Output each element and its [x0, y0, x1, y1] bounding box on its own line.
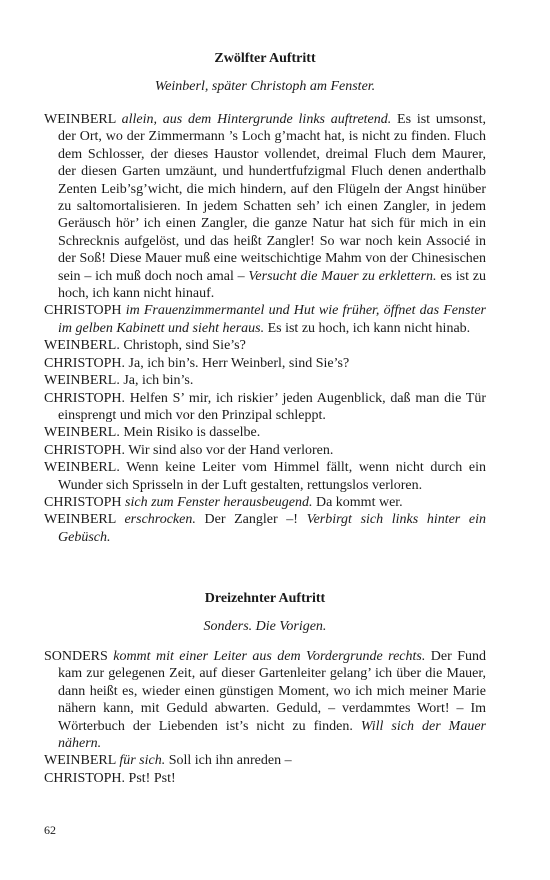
- speech-line: [44, 302, 486, 337]
- scene-13-dialogue: [44, 648, 486, 787]
- speaker-name: CHRISTOPH.: [44, 770, 126, 786]
- dialogue-text: Der Zangler –!: [195, 512, 307, 528]
- speaker-name: CHRISTOPH.: [44, 390, 126, 406]
- dialogue-text: es ist zu hoch, ich kann nicht hinauf.: [58, 268, 487, 302]
- speaker-name: WEINBERL: [44, 753, 116, 769]
- speaker-name: CHRISTOPH.: [44, 355, 126, 371]
- dialogue-text: Soll ich ihn anreden –: [165, 753, 292, 769]
- speaker-name: CHRISTOPH.: [44, 442, 126, 458]
- dialogue-text: Ja, ich bin’s. Herr Weinberl, sind Sie’s?: [125, 355, 350, 371]
- speech-line: [44, 111, 486, 302]
- speaker-name: WEINBERL: [44, 112, 116, 127]
- dialogue-text: Da kommt wer.: [312, 494, 403, 510]
- speaker-name: SONDERS: [44, 649, 108, 664]
- speech-line: [44, 752, 486, 769]
- speaker-name: CHRISTOPH: [44, 303, 122, 319]
- speech-line: [44, 355, 486, 372]
- scene-12-stage-direction: Weinberl, später Christoph am Fenster.: [154, 79, 376, 94]
- dialogue-text: Christoph, sind Sie’s?: [119, 338, 246, 354]
- speaker-name: WEINBERL.: [44, 460, 120, 476]
- speech-line: [44, 459, 486, 494]
- dialogue-text: Pst! Pst!: [125, 770, 176, 786]
- speaker-name: WEINBERL: [44, 512, 116, 528]
- dialogue-text: Es ist umsonst, der Ort, wo der Zimmermann ’s Loch g’macht hat, is nicht zu finden. Fluch dem Schlosser, der dieses Haustor vollendet, dreimal Fluch dem Maurer, der diesen Garten umzäunt, und hundertfufzigmal Fluch denen anderthalb Zenten Leib’sg’wicht, die mich hindern, auf den Flügeln der Angst hinüber zu saltomortalisieren. In jedem Schatten seh’ ich einen Zangler, in jedem Geräusch hör’ ich einen Zangler, die ganze Natur hat sich für mich in ein Schrecknis aufgelöst, und das heißt Zangler! So war noch kein Associé in der Soß! Diese Mauer muß eine weitschichtige Mahm von der Chinesischen sein – ich muß doch noch amal –: [58, 112, 487, 284]
- speech-line: [44, 390, 486, 425]
- speaker-name: WEINBERL.: [44, 338, 120, 354]
- dialogue-text: Es ist zu hoch, ich kann nicht hinab.: [264, 320, 471, 336]
- stage-direction: Will sich der Mauer nähern.: [58, 718, 486, 752]
- page-number: 62: [44, 823, 56, 837]
- stage-direction: im Frauenzimmermantel und Hut wie früher, öffnet das Fenster im gelben Kabinett und sieht heraus.: [58, 303, 487, 336]
- scene-13-heading: Dreizehnter Auftritt: [204, 591, 326, 606]
- stage-direction: sich zum Fenster herausbeugend.: [125, 494, 313, 510]
- speaker-name: WEINBERL.: [44, 425, 120, 441]
- speech-line: [44, 648, 486, 752]
- speech-line: [44, 337, 486, 354]
- dialogue-text: Mein Risiko is dasselbe.: [119, 425, 261, 441]
- speaker-name: CHRISTOPH: [44, 494, 122, 510]
- speech-line: [44, 424, 486, 441]
- dialogue-text: Ja, ich bin’s.: [119, 373, 194, 389]
- dialogue-text: Der Fund kam zur gelegenen Zeit, auf dieser Gartenleiter gelang’ ich über die Mauer, dann heißt es, wieder einen günstigen Moment, wo ich mich meiner Marie nähern kann, mit Geduld abwarten. Geduld, – verdammtes Wort! – Im Wörterbuch der Liebenden ist’s nicht zu finden.: [58, 649, 487, 734]
- stage-direction: Versucht die Mauer zu erklettern.: [248, 268, 437, 284]
- stage-direction: für sich.: [119, 753, 166, 769]
- stage-direction: kommt mit einer Leiter aus dem Vordergrunde rechts.: [113, 649, 426, 664]
- speech-line: [44, 442, 486, 459]
- scene-12-heading: Zwölfter Auftritt: [214, 51, 316, 66]
- speech-line: [44, 511, 486, 546]
- dialogue-text: Wir sind also vor der Hand verloren.: [125, 442, 334, 458]
- dialogue-text: Helfen S’ mir, ich riskier’ jeden Augenblick, daß man die Tür einsprengt und mich vor den Prinzipal schleppt.: [58, 390, 486, 423]
- speaker-name: WEINBERL.: [44, 373, 120, 389]
- stage-direction: Verbirgt sich links hinter ein Gebüsch.: [58, 512, 486, 545]
- stage-direction: erschrocken.: [124, 512, 196, 528]
- stage-direction: allein, aus dem Hintergrunde links auftretend.: [121, 112, 392, 127]
- speech-line: [44, 372, 486, 389]
- speech-line: [44, 770, 486, 787]
- scene-12-dialogue: [44, 111, 486, 546]
- dialogue-text: Wenn keine Leiter vom Himmel fällt, wenn nicht durch ein Wunder sich Sprisseln in der Luft gestalten, rettungslos verloren.: [58, 460, 486, 493]
- scene-13-stage-direction: Sonders. Die Vorigen.: [203, 619, 327, 634]
- speech-line: [44, 494, 486, 511]
